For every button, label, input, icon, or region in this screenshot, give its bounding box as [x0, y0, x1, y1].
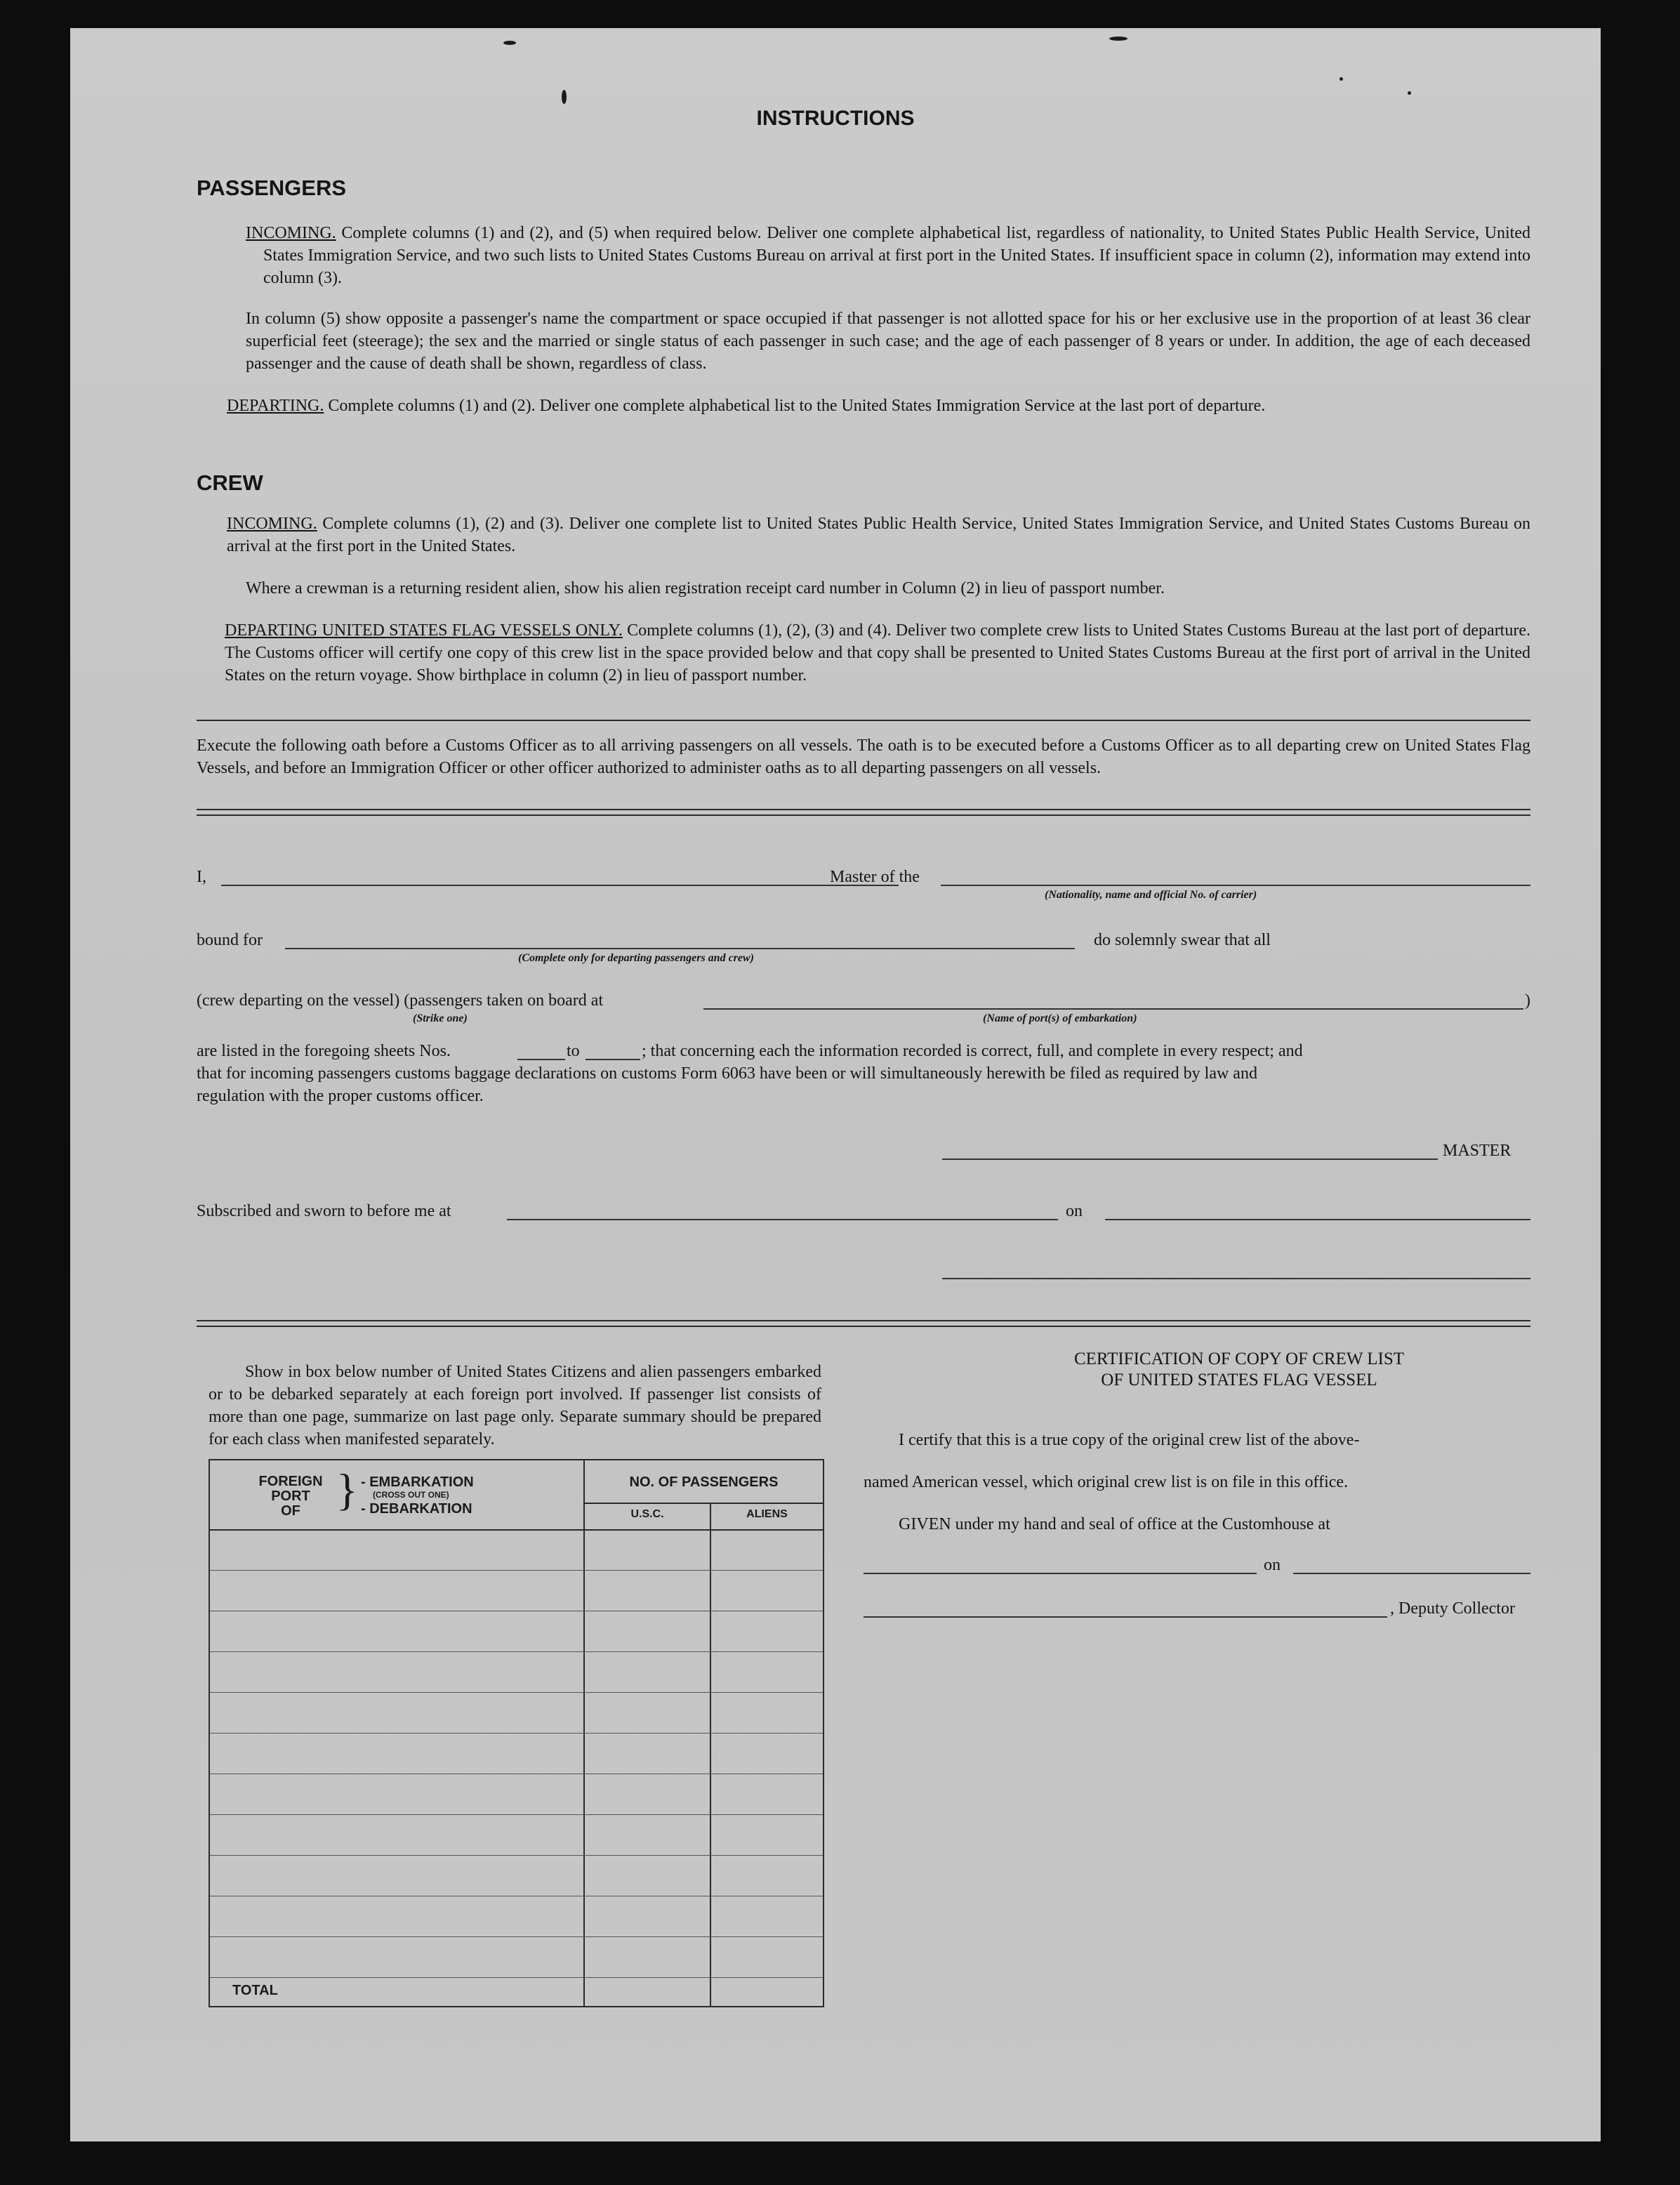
passengers-column5-paragraph: In column (5) show opposite a passenger's name the compartment or space occupied if that passenger is not allotted space for his or her exclusive use in the proportion of at least 36 clear superficial feet (steerage); the sex and the married or single status of each passenger in such case; and the age of each passenger of 8 years or under. In addition, the age of each deceased passenger and the cause of death shall be shown, regardless of class. — [246, 310, 1530, 373]
scan-speck — [1408, 91, 1411, 95]
master-name-field[interactable] — [221, 885, 899, 886]
table-divider-usc — [710, 1503, 711, 2006]
table-row-rule — [210, 1977, 823, 1978]
embarkation-port-field[interactable] — [703, 1008, 1523, 1010]
listed-text-2: that for incoming passengers customs baggage declarations on customs Form 6063 have been or will simultaneously herewith be filed as required by law and — [197, 1064, 1257, 1083]
passengers-departing-label: DEPARTING. — [227, 397, 324, 415]
close-paren: ) — [1525, 991, 1530, 1010]
subscribed-on-label: on — [1066, 1202, 1083, 1220]
table-row-rule — [210, 1651, 823, 1652]
certification-date-field[interactable] — [1293, 1573, 1530, 1574]
table-row-rule — [210, 1570, 823, 1571]
double-rule-top — [197, 809, 1530, 810]
debarkation-label: - DEBARKATION — [361, 1501, 472, 1517]
table-row-rule — [210, 1814, 823, 1815]
crew-departing-paragraph — [225, 619, 1530, 687]
master-signature-field[interactable] — [942, 1158, 1438, 1160]
summary-instructions: Show in box below number of United States Citizens and alien passengers embarked or to be debarked separately at each foreign port involved. If passenger list consists of more than one page, summarize on last page only. Separate summary should be prepared for each class when manifested separately. — [209, 1363, 821, 1448]
foreign-port-of-label — [252, 1474, 329, 1519]
aliens-column-header: ALIENS — [746, 1508, 788, 1520]
passengers-incoming-label: INCOMING. — [246, 224, 336, 242]
certification-title-2: OF UNITED STATES FLAG VESSEL — [1101, 1371, 1377, 1389]
scan-speck — [562, 90, 567, 104]
officer-signature-field[interactable] — [942, 1278, 1530, 1279]
scan-speck — [1109, 37, 1127, 41]
usc-column-header: U.S.C. — [630, 1508, 664, 1520]
double-rule-bottom — [197, 814, 1530, 816]
subscribed-label: Subscribed and sworn to before me at — [197, 1202, 451, 1220]
cross-out-label: (CROSS OUT ONE) — [373, 1490, 449, 1500]
total-label: TOTAL — [232, 1983, 278, 1998]
no-of-passengers-label: NO. OF PASSENGERS — [629, 1474, 779, 1490]
passengers-departing-text: Complete columns (1) and (2). Deliver one complete alphabetical list to the United States Immigration Service at the last port of departure. — [328, 397, 1266, 415]
crew-incoming-label: INCOMING. — [227, 515, 317, 533]
table-header-rule — [210, 1529, 823, 1531]
to-label: to — [567, 1042, 580, 1060]
crew-departing-label: (crew departing on the vessel) (passengers taken on board at — [197, 991, 604, 1010]
passengers-heading: PASSENGERS — [197, 176, 347, 200]
listed-text-1: ; that concerning each the information recorded is correct, full, and complete in every respect; and — [642, 1042, 1303, 1060]
listed-text-3: regulation with the proper customs officer. — [197, 1087, 484, 1105]
strike-caption: (Strike one) — [413, 1012, 468, 1024]
deputy-collector-field[interactable] — [864, 1616, 1387, 1618]
crew-incoming-text: Complete columns (1), (2) and (3). Deliver one complete list to United States Public Health Service, United States Immigration Service, and United States Customs Bureau on arrival at the first port in the United States. — [227, 515, 1531, 555]
passenger-summary-table — [209, 1459, 824, 2007]
port-caption: (Name of port(s) of embarkation) — [983, 1012, 1137, 1024]
page-title: INSTRUCTIONS — [756, 107, 915, 130]
document-page — [70, 28, 1601, 2141]
subscribed-date-field[interactable] — [1105, 1219, 1530, 1220]
crew-heading: CREW — [197, 470, 263, 495]
certification-title-1: CERTIFICATION OF COPY OF CREW LIST — [1073, 1349, 1405, 1368]
crew-incoming-paragraph — [227, 513, 1530, 557]
bound-for-field[interactable] — [285, 948, 1075, 949]
table-row-rule — [210, 1692, 823, 1693]
table-row-rule — [210, 1855, 823, 1856]
master-of-label: Master of the — [830, 868, 920, 886]
scan-speck — [503, 41, 516, 45]
double-rule-2-top — [197, 1320, 1530, 1321]
port-label: PORT — [271, 1488, 310, 1504]
listed-sheets-label: are listed in the foregoing sheets Nos. — [197, 1042, 451, 1060]
passengers-incoming-text: Complete columns (1) and (2), and (5) when required below. Deliver one complete alphabetical list, regardless of nationality, to United States Public Health Service, United States Immigration Service, and two such lists to United States Customs Bureau on arrival at first port in the United States. If insufficient space in column (2), information may extend into column (3). — [263, 224, 1531, 287]
oath-intro: Execute the following oath before a Customs Officer as to all arriving passengers on all vessels. The oath is to be executed before a Customs Officer as to all departing crew on United States Flag Vessels, and before an Immigration Officer or other officer authorized to administer oaths as to all departing passengers on all vessels. — [197, 737, 1530, 777]
table-header-sub-rule — [585, 1503, 823, 1504]
sheet-to-field[interactable] — [586, 1059, 640, 1060]
crew-resident-paragraph: Where a crewman is a returning resident alien, show his alien registration receipt card number in Column (2) in lieu of passport number. — [246, 579, 1165, 598]
oath-i-label: I, — [197, 868, 206, 886]
brace-glyph: } — [336, 1465, 358, 1514]
swear-label: do solemnly swear that all — [1094, 931, 1271, 949]
table-row-rule — [210, 1936, 823, 1937]
certification-on-label: on — [1264, 1556, 1281, 1574]
certify-line-2: named American vessel, which original crew list is on file in this office. — [864, 1473, 1349, 1491]
passengers-departing-paragraph — [227, 395, 1530, 417]
carrier-field[interactable] — [941, 885, 1530, 886]
carrier-caption: (Nationality, name and official No. of carrier) — [1045, 889, 1257, 901]
crew-departing-text: Complete columns (1), (2), (3) and (4). Deliver two complete crew lists to United States Customs Bureau at the last port of departure. The Customs officer will certify one copy of this crew list in the space provided below and that copy shall be presented to United States Customs Bureau at the first port of arrival in the United States on the return voyage. Show birthplace in column (2) in lieu of passport number. — [225, 621, 1530, 685]
certify-line-1: I certify that this is a true copy of the original crew list of the above- — [899, 1431, 1360, 1449]
given-line: GIVEN under my hand and seal of office at the Customhouse at — [899, 1515, 1330, 1533]
of-label: OF — [281, 1503, 300, 1519]
section-divider — [197, 720, 1530, 721]
passengers-incoming-paragraph — [246, 222, 1530, 289]
master-label: MASTER — [1443, 1142, 1512, 1160]
scan-speck — [1340, 77, 1343, 81]
subscribed-place-field[interactable] — [507, 1219, 1058, 1220]
customhouse-field[interactable] — [864, 1573, 1257, 1574]
table-row-rule — [210, 1733, 823, 1734]
foreign-label: FOREIGN — [258, 1474, 323, 1489]
deputy-collector-label: , Deputy Collector — [1390, 1599, 1515, 1618]
bound-caption: (Complete only for departing passengers and crew) — [518, 952, 754, 964]
embarkation-label: - EMBARKATION — [361, 1474, 474, 1490]
sheet-from-field[interactable] — [517, 1059, 565, 1060]
double-rule-2-bottom — [197, 1326, 1530, 1327]
bound-for-label: bound for — [197, 931, 263, 949]
crew-departing-label: DEPARTING UNITED STATES FLAG VESSELS ONLY. — [225, 621, 623, 640]
